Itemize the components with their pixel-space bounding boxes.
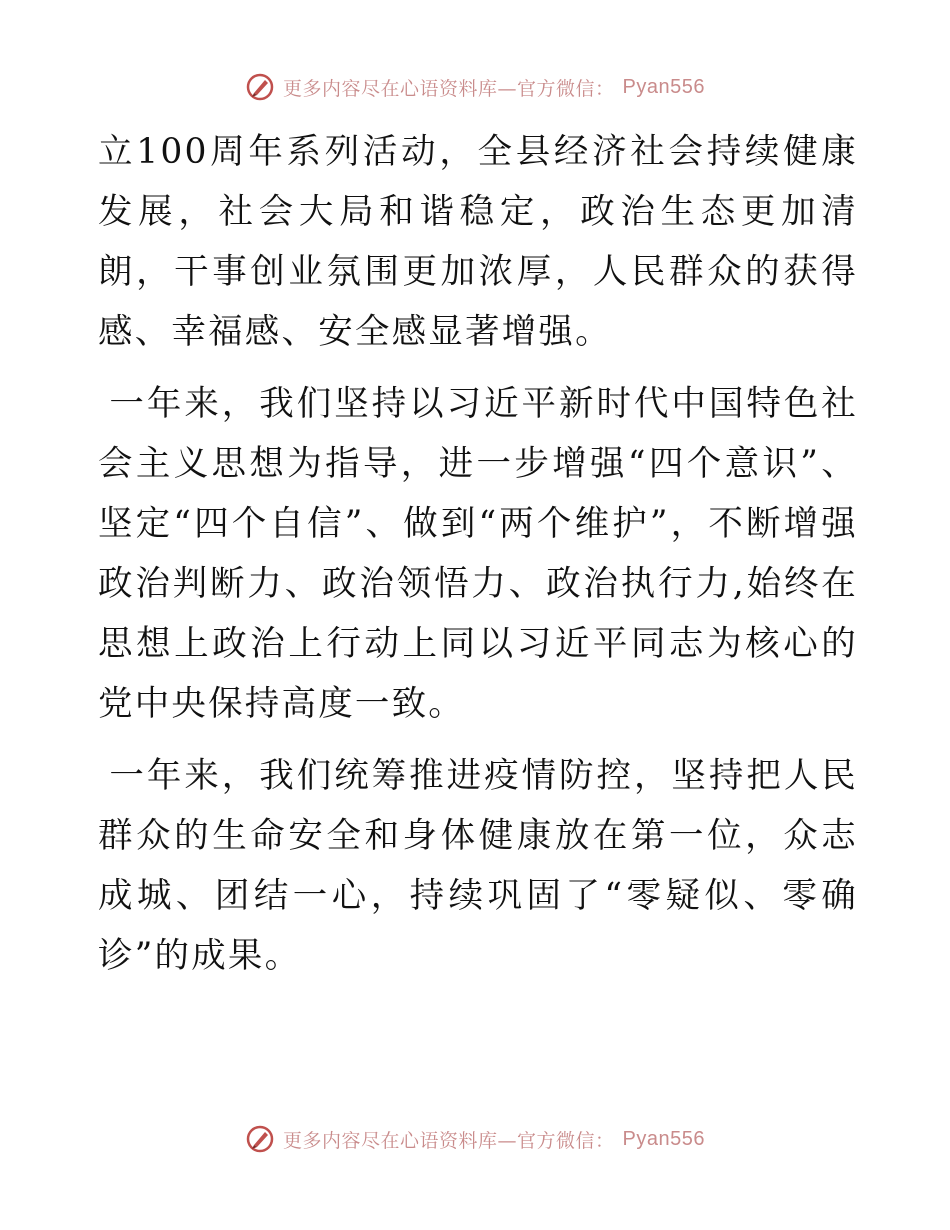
- pen-circle-logo-icon: [245, 72, 275, 102]
- watermark-text: 更多内容尽在心语资料库—官方微信：: [283, 1129, 615, 1152]
- watermark-wechat-id: Pyan556: [622, 1127, 705, 1150]
- pen-circle-logo-icon: [245, 1124, 275, 1154]
- watermark-text: 更多内容尽在心语资料库—官方微信：: [283, 77, 615, 100]
- header-watermark: [0, 72, 950, 102]
- document-body: [98, 122, 858, 998]
- watermark-wechat-id: Pyan556: [622, 75, 705, 98]
- footer-watermark: [0, 1124, 950, 1154]
- paragraph-1: 立100周年系列活动，全县经济社会持续健康发展，社会大局和谐稳定，政治生态更加清朗，干事创业氛围更加浓厚，人民群众的获得感、幸福感、安全感显著增强。: [98, 132, 858, 352]
- paragraph-2: 一年来，我们坚持以习近平新时代中国特色社会主义思想为指导，进一步增强“四个意识”、坚定“四个自信”、做到“两个维护”，不断增强政治判断力、政治领悟力、政治执行力,始终在思想上政治上行动上同以习近平同志为核心的党中央保持高度一致。: [98, 384, 858, 724]
- paragraph-3: 一年来，我们统筹推进疫情防控，坚持把人民群众的生命安全和身体健康放在第一位，众志成城、团结一心，持续巩固了“零疑似、零确诊”的成果。: [98, 756, 858, 976]
